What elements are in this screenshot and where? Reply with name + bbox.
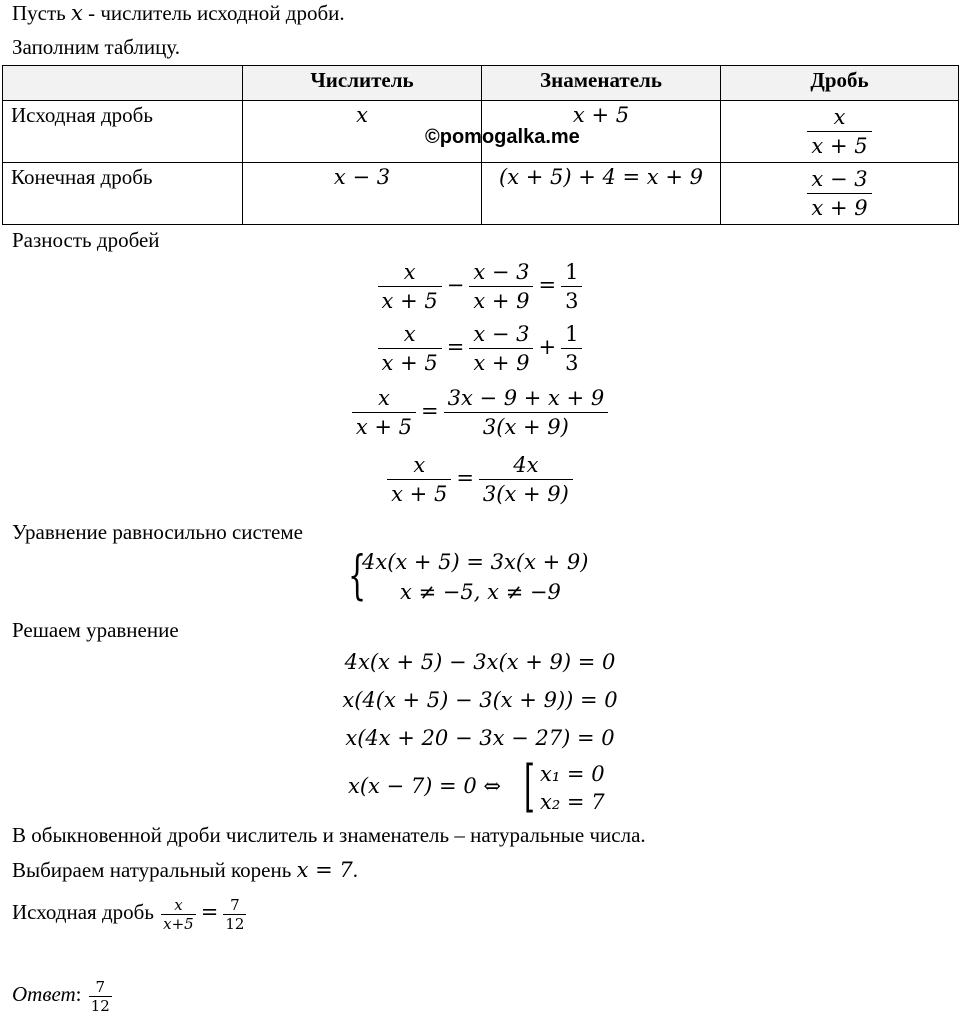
row-label: Исходная дробь: [3, 101, 243, 163]
equation-1: $\frac{x}{x + 5}$ − $\frac{x - 3}{x + 9}$ = $\frac{1}{3}$: [0, 258, 960, 315]
roots-bracket: [: [524, 754, 535, 819]
answer-label: Ответ: [12, 982, 76, 1006]
conclusion-line-1: В обыкновенной дроби числитель и знаменатель – натуральные числа.: [12, 823, 646, 847]
row-denominator: x + 5: [482, 101, 721, 163]
solve-step-2: x(4(x + 5) − 3(x + 9)) = 0: [342, 688, 618, 712]
solve-step-1: 4x(x + 5) − 3x(x + 9) = 0: [344, 650, 616, 674]
row-label: Конечная дробь: [3, 163, 243, 225]
row-numerator: x: [243, 101, 482, 163]
system-line-1: 4x(x + 5) = 3x(x + 9): [362, 550, 589, 574]
equation-2: $\frac{x}{x + 5}$ = $\frac{x - 3}{x + 9}$ + $\frac{1}{3}$: [0, 320, 960, 377]
row-fraction-value: $\frac{x}{x + 5}$: [807, 103, 871, 160]
root-2: x₂ = 7: [540, 790, 605, 814]
equation-4: $\frac{x}{x + 5}$ = $\frac{4x}{3(x + 9)}$: [0, 451, 960, 508]
original-fraction: $\frac{x}{x+5}$: [163, 895, 194, 933]
row-fraction: [721, 163, 959, 225]
answer-fraction: $\frac{7}{12}$: [90, 977, 110, 1015]
diff-heading: Разность дробей: [12, 228, 160, 252]
row-numerator: x − 3: [243, 163, 482, 225]
answer-line: Ответ: $\frac{7}{12}$: [12, 977, 110, 1015]
solve-heading: Решаем уравнение: [12, 618, 179, 642]
table-header-row: [3, 66, 959, 101]
row-fraction: [721, 101, 959, 163]
table-row: [3, 163, 959, 225]
table-header-empty: [3, 66, 243, 101]
result-fraction: $\frac{7}{12}$: [225, 895, 245, 933]
system-heading: Уравнение равносильно системе: [12, 520, 303, 544]
row-fraction-value: $\frac{x - 3}{x + 9}$: [807, 165, 871, 222]
solve-step-4-text: x(x − 7) = 0 ⇔: [348, 774, 501, 798]
root-1: x₁ = 0: [540, 762, 605, 786]
conclusion-line-2: Выбираем натуральный корень x = 7.: [12, 858, 358, 882]
system-brace: {: [348, 546, 367, 606]
watermark: ©pomogalka.me: [425, 126, 580, 148]
table-header-numerator: Числитель: [243, 66, 482, 101]
solve-step-3: x(4x + 20 − 3x − 27) = 0: [345, 726, 615, 750]
equation-3: $\frac{x}{x + 5}$ = $\frac{3x - 9 + x + 9}{3(x + 9)}$: [0, 384, 960, 441]
system-line-2: x ≠ −5, x ≠ −9: [400, 580, 561, 604]
intro-text-end: - числитель исходной дроби.: [82, 1, 345, 25]
table-header-fraction: Дробь: [721, 66, 959, 101]
conclusion-line-3: Исходная дробь $\frac{x}{x+5}$ = $\frac{7}{12}$: [12, 895, 245, 933]
table-header-denominator: Знаменатель: [482, 66, 721, 101]
intro-line-1: [12, 0, 345, 26]
row-denominator: (x + 5) + 4 = x + 9: [482, 163, 721, 225]
chosen-root: x = 7: [296, 858, 353, 882]
intro-text-start: Пусть: [12, 1, 71, 25]
intro-variable: x: [71, 1, 83, 25]
intro-line-2: Заполним таблицу.: [12, 35, 181, 59]
